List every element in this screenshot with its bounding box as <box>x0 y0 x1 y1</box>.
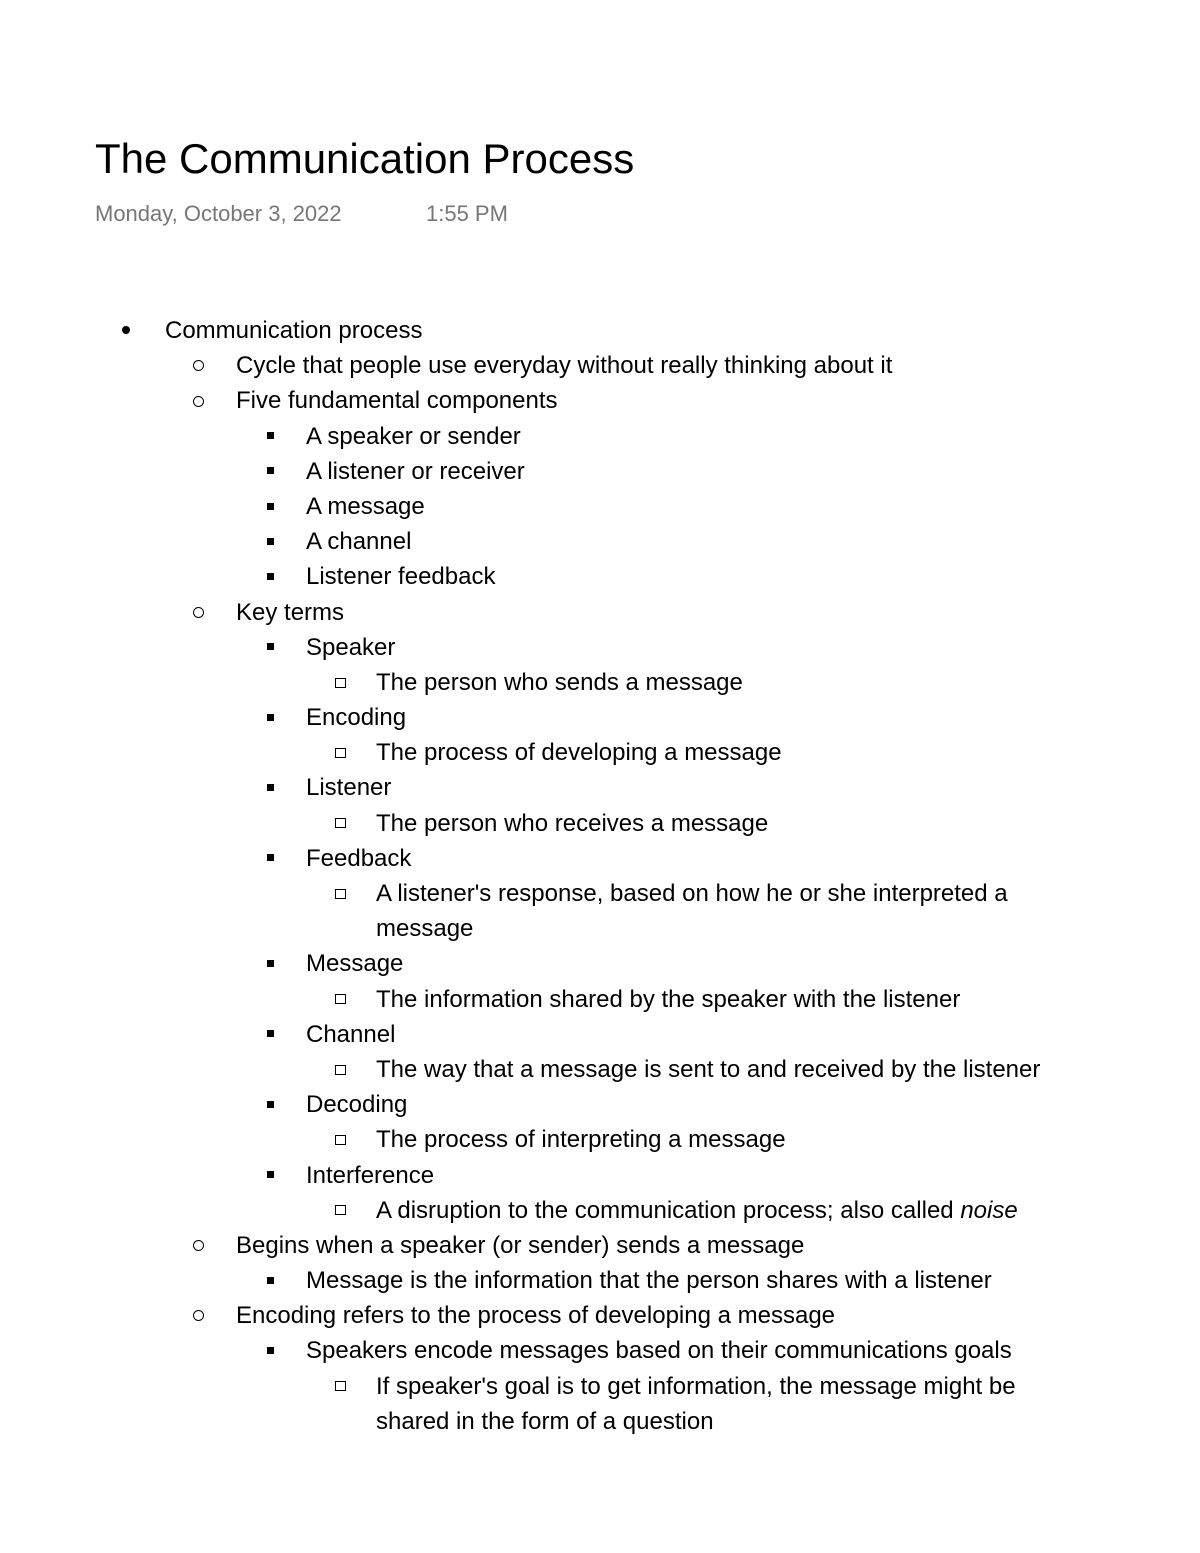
key-term-label: Speaker <box>306 633 396 661</box>
square-bullet-icon <box>260 841 280 876</box>
key-term-definition <box>0 876 1200 911</box>
list-item <box>0 348 1200 383</box>
key-term <box>0 770 1200 805</box>
list-item <box>0 489 1200 524</box>
list-item-continued <box>0 1404 1200 1439</box>
key-term-label: Decoding <box>306 1091 408 1119</box>
list-item <box>0 1369 1200 1404</box>
list-item-text: Communication process <box>165 317 423 344</box>
definition-text: A listener's response, based on how he or she interpreted a <box>376 880 1008 907</box>
definition-text: The process of interpreting a message <box>376 1126 786 1154</box>
square-bullet-icon <box>260 946 280 981</box>
circle-bullet-icon <box>188 595 208 630</box>
open-square-bullet-icon <box>330 876 350 911</box>
key-term-label: Channel <box>306 1020 396 1048</box>
key-term-definition-continued <box>0 911 1200 946</box>
open-square-bullet-icon <box>330 1052 350 1087</box>
key-term-label: Interference <box>306 1161 435 1189</box>
open-square-bullet-icon <box>330 735 350 770</box>
key-term <box>0 630 1200 665</box>
note-time: 1:55 PM <box>426 201 508 226</box>
open-square-bullet-icon <box>330 1369 350 1404</box>
square-bullet-icon <box>260 524 280 559</box>
definition-text: The process of developing a message <box>376 739 782 767</box>
definition-text-plain: A disruption to the communication process; also called <box>376 1196 961 1224</box>
list-item <box>0 419 1200 454</box>
page-title: The Communication Process <box>95 135 635 182</box>
key-term <box>0 1158 1200 1193</box>
open-square-bullet-icon <box>330 1122 350 1157</box>
list-item-text: shared in the form of a question <box>376 1407 714 1435</box>
list-item <box>0 1298 1200 1333</box>
key-term <box>0 1087 1200 1122</box>
key-term-definition <box>0 735 1200 770</box>
square-bullet-icon <box>260 1158 280 1193</box>
list-item <box>0 1228 1200 1263</box>
list-item-text: Begins when a speaker (or sender) sends a message <box>236 1231 805 1259</box>
open-square-bullet-icon <box>330 665 350 700</box>
disc-bullet-icon <box>116 313 136 348</box>
definition-text: The person who receives a message <box>376 809 769 837</box>
square-bullet-icon <box>260 419 280 454</box>
list-item-text: A listener or receiver <box>306 457 525 485</box>
list-item <box>0 559 1200 594</box>
list-item-text: Listener feedback <box>306 563 496 591</box>
note-date: Monday, October 3, 2022 <box>95 201 342 226</box>
list-item <box>0 454 1200 489</box>
key-term-definition <box>0 1193 1200 1228</box>
definition-text: The way that a message is sent to and received by the listener <box>376 1055 1041 1083</box>
list-item-text: Key terms <box>236 598 345 626</box>
list-item-text: Message is the information that the person shares with a listener <box>306 1267 992 1295</box>
list-item-text: Five fundamental components <box>236 387 558 415</box>
list-item-text: If speaker's goal is to get information, the message might be <box>376 1372 1016 1400</box>
circle-bullet-icon <box>188 1298 208 1333</box>
key-term-label: Message <box>306 950 404 978</box>
list-item-text: Encoding refers to the process of developing a message <box>236 1302 836 1330</box>
key-term-definition <box>0 982 1200 1017</box>
key-term-label: Encoding <box>306 704 407 732</box>
square-bullet-icon <box>260 1017 280 1052</box>
circle-bullet-icon <box>188 1228 208 1263</box>
square-bullet-icon <box>260 559 280 594</box>
open-square-bullet-icon <box>330 806 350 841</box>
list-item <box>0 524 1200 559</box>
list-item <box>0 1333 1200 1368</box>
list-item-text: A channel <box>306 528 412 556</box>
key-term-definition <box>0 1052 1200 1087</box>
square-bullet-icon <box>260 1333 280 1368</box>
note-outline <box>0 313 1200 1439</box>
square-bullet-icon <box>260 700 280 735</box>
key-term-definition <box>0 806 1200 841</box>
list-item <box>0 595 1200 630</box>
square-bullet-icon <box>260 1263 280 1298</box>
list-item <box>0 1263 1200 1298</box>
key-term-label: Listener <box>306 774 392 802</box>
list-item <box>0 383 1200 418</box>
square-bullet-icon <box>260 454 280 489</box>
key-term <box>0 841 1200 876</box>
definition-text <box>376 1193 1018 1228</box>
square-bullet-icon <box>260 489 280 524</box>
definition-text: The person who sends a message <box>376 668 743 696</box>
definition-text-italic: noise <box>960 1196 1018 1224</box>
key-term <box>0 946 1200 981</box>
list-item-text: Speakers encode messages based on their communications goals <box>306 1337 1012 1365</box>
key-term <box>0 700 1200 735</box>
open-square-bullet-icon <box>330 1193 350 1228</box>
square-bullet-icon <box>260 770 280 805</box>
definition-text: message <box>376 915 474 943</box>
square-bullet-icon <box>260 1087 280 1122</box>
list-item-text: Cycle that people use everyday without really thinking about it <box>236 352 893 380</box>
list-item-text: A speaker or sender <box>306 422 521 450</box>
list-item <box>0 313 1200 348</box>
circle-bullet-icon <box>188 348 208 383</box>
key-term-label: Feedback <box>306 844 412 872</box>
definition-text: The information shared by the speaker with the listener <box>376 985 961 1013</box>
key-term-definition <box>0 1122 1200 1157</box>
square-bullet-icon <box>260 630 280 665</box>
key-term <box>0 1017 1200 1052</box>
open-square-bullet-icon <box>330 982 350 1017</box>
circle-bullet-icon <box>188 383 208 418</box>
list-item-text: A message <box>306 492 425 520</box>
key-term-definition <box>0 665 1200 700</box>
